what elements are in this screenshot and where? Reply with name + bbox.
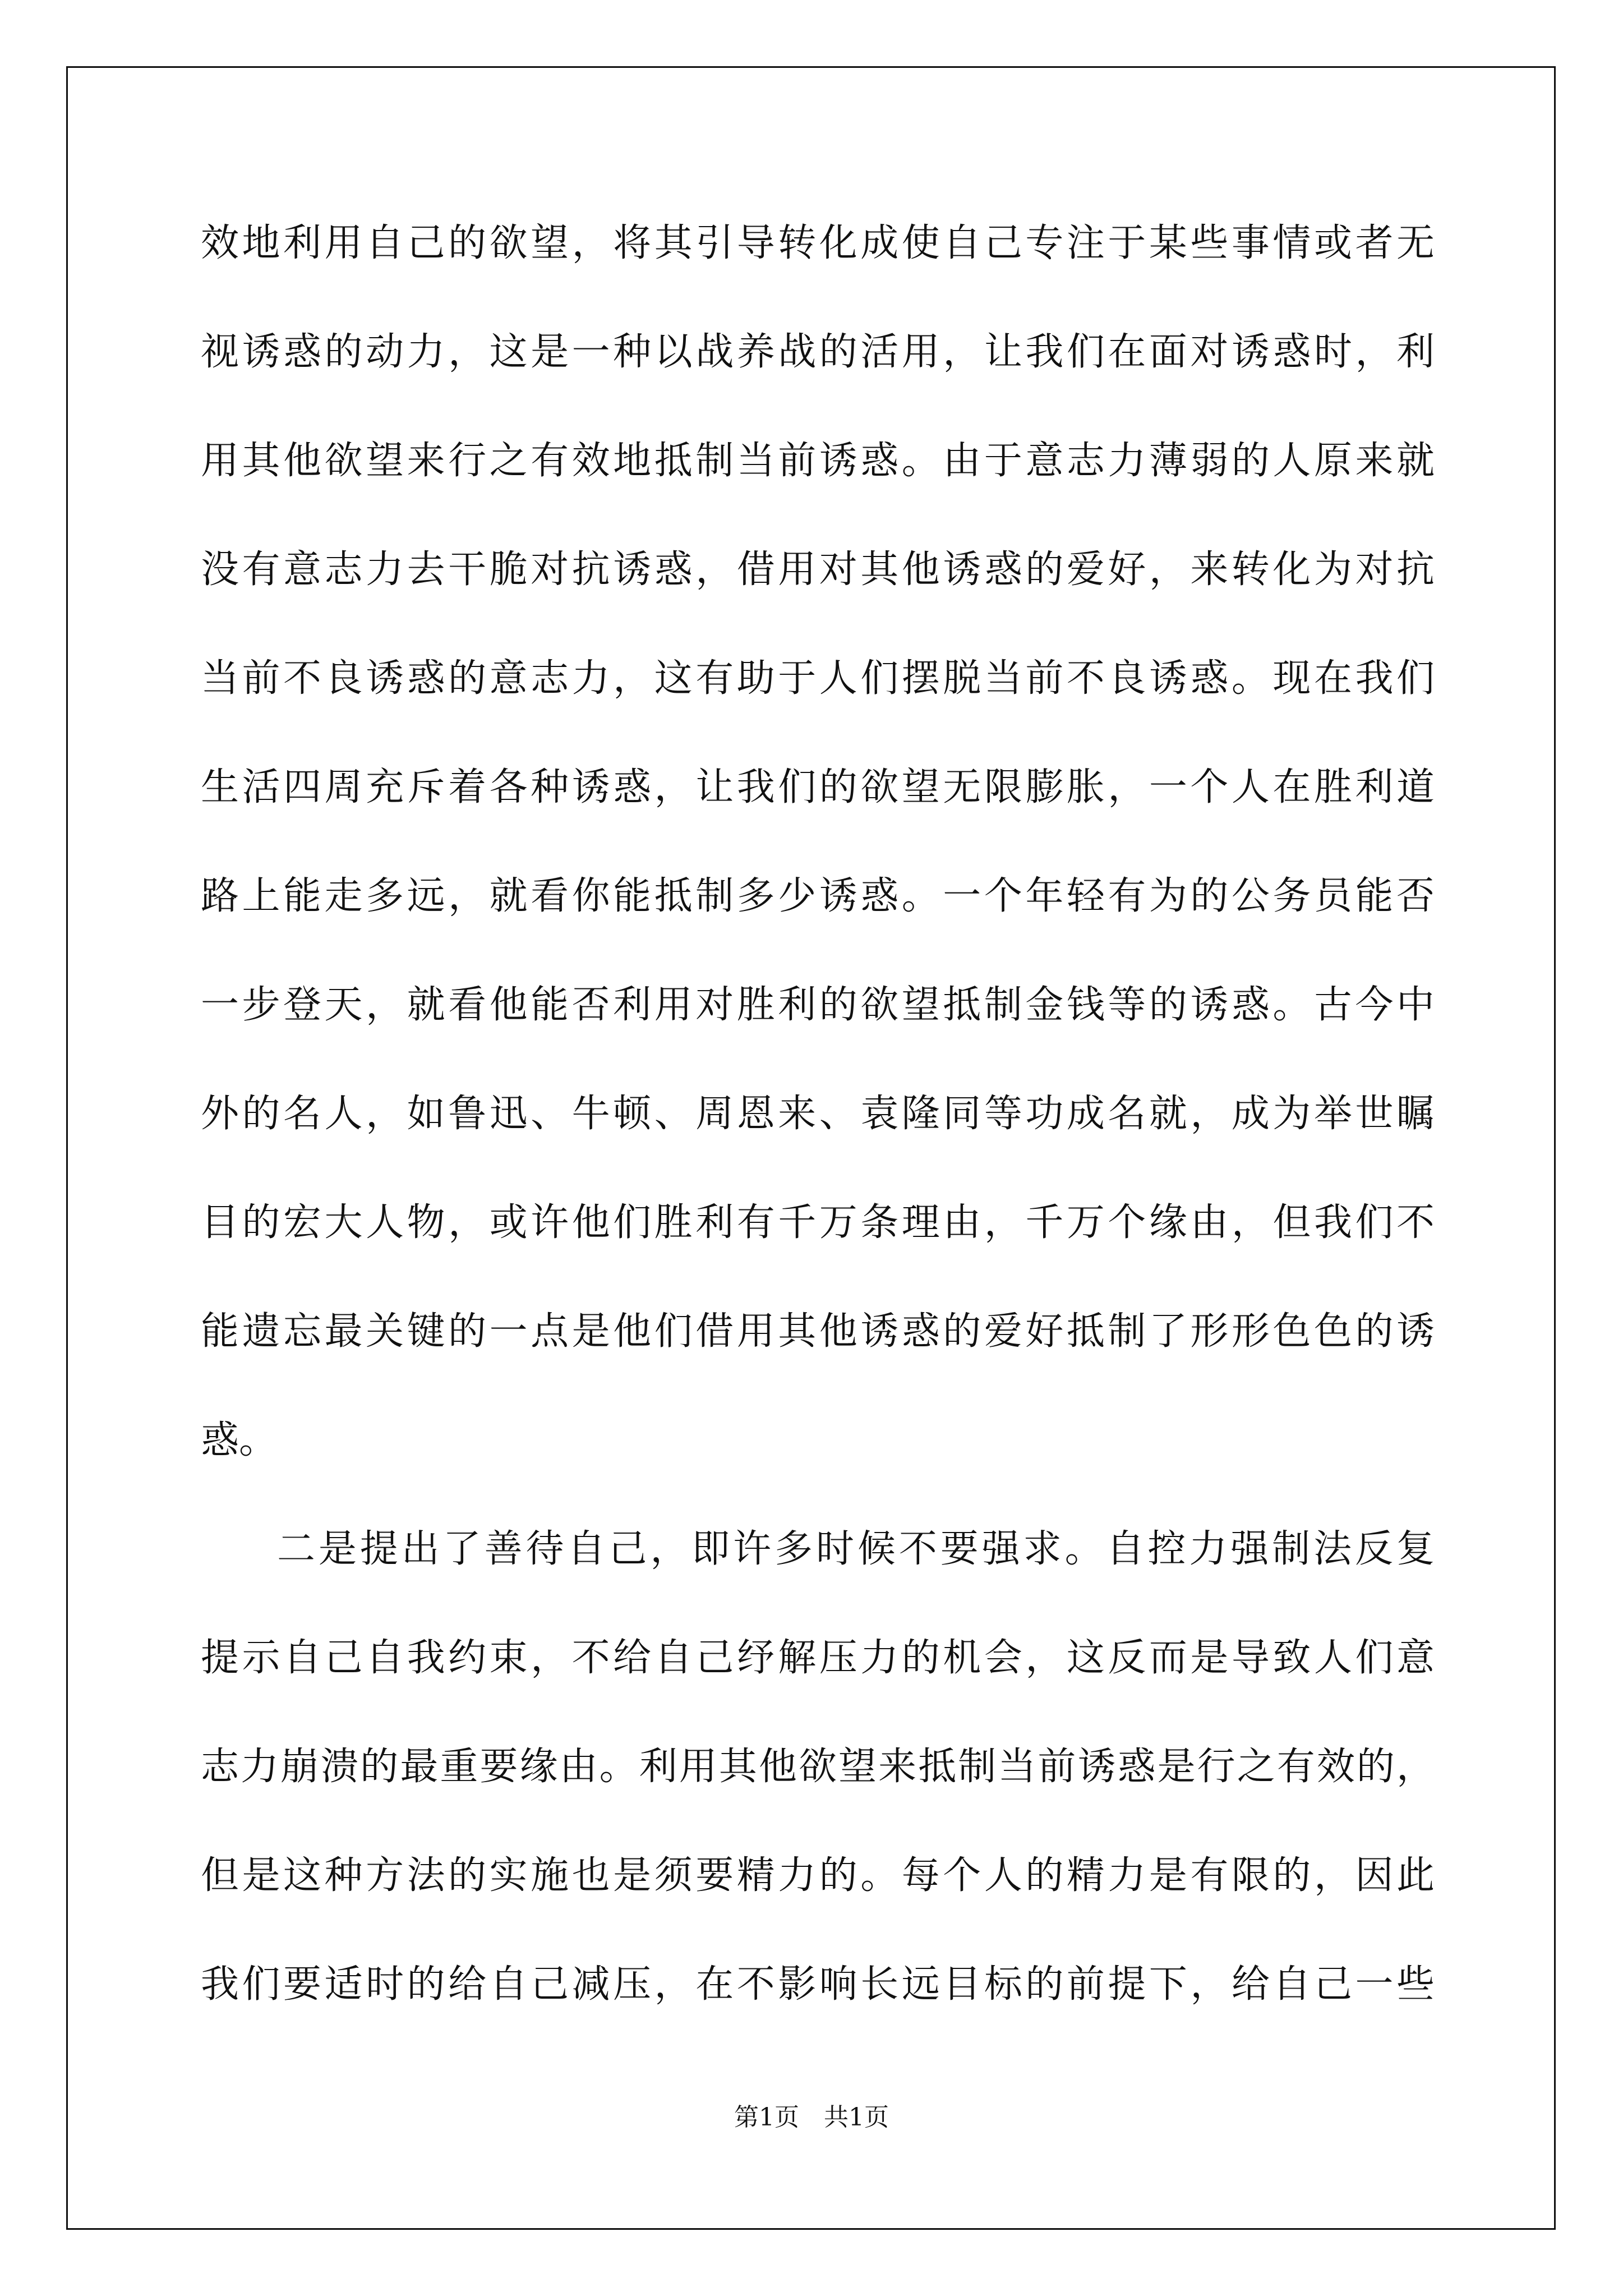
text-line: 但是这种方法的实施也是须要精力的。每个人的精力是有限的，因此 bbox=[201, 1853, 1435, 1898]
text-line: 用其他欲望来行之有效地抵制当前诱惑。由于意志力薄弱的人原来就 bbox=[201, 439, 1435, 483]
page-number: 第1页 bbox=[734, 2103, 799, 2132]
text-line: 外的名人，如鲁迅、牛顿、周恩来、袁隆同等功成名就，成为举世瞩 bbox=[201, 1092, 1435, 1136]
text-line: 我们要适时的给自己减压，在不影响长远目标的前提下，给自己一些 bbox=[201, 1962, 1435, 2007]
text-line: 没有意志力去干脆对抗诱惑，借用对其他诱惑的爱好，来转化为对抗 bbox=[201, 547, 1435, 592]
paragraph-first-line: 二是提出了善待自己，即许多时候不要强求。自控力强制法反复 bbox=[277, 1527, 1435, 1571]
text-line: 生活四周充斥着各种诱惑，让我们的欲望无限膨胀，一个人在胜利道 bbox=[201, 765, 1435, 809]
text-line: 提示自己自我约束，不给自己纾解压力的机会，这反而是导致人们意 bbox=[201, 1636, 1435, 1680]
text-line: 路上能走多远，就看你能抵制多少诱惑。一个年轻有为的公务员能否 bbox=[201, 874, 1435, 918]
text-line: 效地利用自己的欲望，将其引导转化成使自己专注于某些事情或者无 bbox=[201, 221, 1435, 265]
document-body bbox=[201, 210, 1435, 2060]
text-line: 惑。 bbox=[201, 1418, 278, 1462]
text-line: 一步登天，就看他能否利用对胜利的欲望抵制金钱等的诱惑。古今中 bbox=[201, 983, 1435, 1027]
text-line: 能遗忘最关键的一点是他们借用其他诱惑的爱好抵制了形形色色的诱 bbox=[201, 1309, 1435, 1354]
text-line: 视诱惑的动力，这是一种以战养战的活用，让我们在面对诱惑时，利 bbox=[201, 330, 1435, 374]
text-line: 志力崩溃的最重要缘由。利用其他欲望来抵制当前诱惑是行之有效的， bbox=[201, 1745, 1435, 1789]
page-total: 共1页 bbox=[824, 2103, 889, 2132]
text-line: 当前不良诱惑的意志力，这有助于人们摆脱当前不良诱惑。现在我们 bbox=[201, 656, 1435, 701]
page-footer bbox=[0, 2097, 1623, 2133]
text-line: 目的宏大人物，或许他们胜利有千万条理由，千万个缘由，但我们不 bbox=[201, 1200, 1435, 1245]
